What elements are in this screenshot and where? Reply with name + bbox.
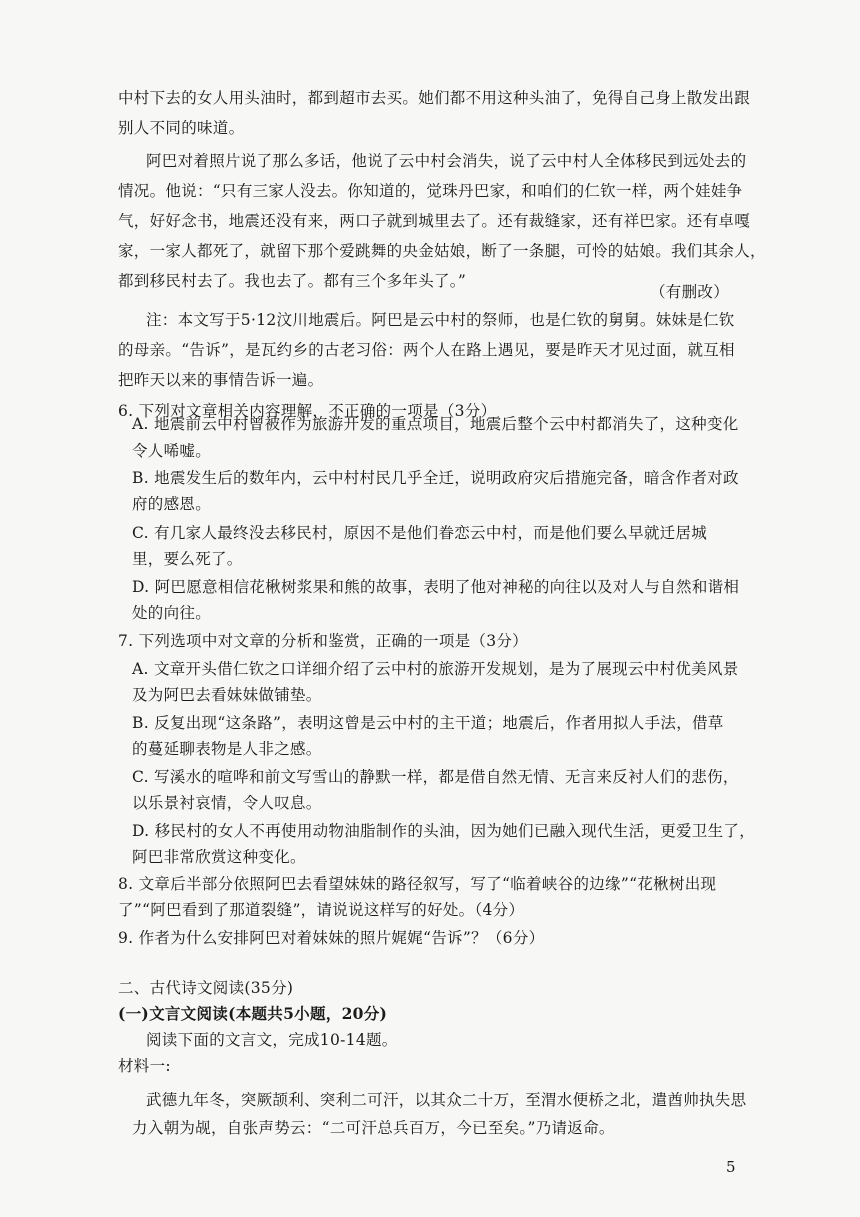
option-7d: 阿巴非常欣赏这种变化。 [132, 848, 306, 866]
question-6: 6. 下列对文章相关内容理解，不正确的一项是（3分） [118, 402, 497, 420]
passage-text: 中村下去的女人用头油时，都到超市去买。她们都不用这种头油了，免得自己身上散发出跟 [118, 89, 751, 107]
option-7b: B. 反复出现“这条路”，表明这曾是云中村的主干道；地震后，作者用拟人手法，借草 [132, 714, 724, 732]
option-7c: 以乐景衬哀情，令人叹息。 [132, 794, 322, 812]
option-6a: A. 地震前云中村曾被作为旅游开发的重点项目，地震后整个云中村都消失了，这种变化 [132, 415, 739, 433]
page-number: 5 [726, 1158, 736, 1176]
classical-text: 力入朝为觇，自张声势云：“二可汗总兵百万，今已至矣。”乃请返命。 [132, 1119, 615, 1137]
option-6d: 处的向往。 [132, 604, 212, 622]
option-6a: 令人唏嘘。 [132, 442, 212, 460]
option-6d: D. 阿巴愿意相信花楸树浆果和熊的故事，表明了他对神秘的向往以及对人与自然和谐相 [132, 578, 740, 596]
passage-text: 别人不同的味道。 [118, 119, 245, 137]
option-7a: A. 文章开头借仁钦之口详细介绍了云中村的旅游开发规划，是为了展现云中村优美风景 [132, 660, 739, 678]
material-label: 材料一: [118, 1057, 171, 1075]
instruction-text: 阅读下面的文言文，完成10-14题。 [146, 1031, 398, 1049]
source-note: （有删改） [650, 283, 730, 301]
section-heading: 二、古代诗文阅读(35分) [118, 979, 294, 997]
footnote: 注：本文写于5·12汶川地震后。阿巴是云中村的祭师，也是仁钦的舅舅。妹妹是仁钦 [146, 311, 735, 329]
passage-text: 都到移民村去了。我也去了。都有三个多年头了。” [118, 272, 467, 290]
option-6b: 府的感恩。 [132, 495, 212, 513]
question-9: 9. 作者为什么安排阿巴对着妹妹的照片娓娓“告诉”？（6分） [118, 929, 545, 947]
question-8: 8. 文章后半部分依照阿巴去看望妹妹的路径叙写，写了“临着峡谷的边缘”“花楸树出现 [118, 875, 717, 893]
footnote: 的母亲。“告诉”，是瓦约乡的古老习俗：两个人在路上遇见，要是昨天才见过面，就互相 [118, 341, 735, 359]
option-7b: 的蔓延聊表物是人非之感。 [132, 740, 322, 758]
question-7: 7. 下列选项中对文章的分析和鉴赏，正确的一项是（3分） [118, 632, 528, 650]
option-7c: C. 写溪水的喧哗和前文写雪山的静默一样，都是借自然无情、无言来反衬人们的悲伤， [132, 768, 739, 786]
passage-text: 阿巴对着照片说了那么多话，他说了云中村会消失，说了云中村人全体移民到远处去的 [146, 152, 747, 170]
question-8: 了”“阿巴看到了那道裂缝”，请说说这样写的好处。（4分） [118, 901, 525, 919]
passage-text: 情况。他说：“只有三家人没去。你知道的，觉珠丹巴家，和咱们的仁钦一样，两个娃娃争 [118, 182, 743, 200]
option-6b: B. 地震发生后的数年内，云中村村民几乎全迁，说明政府灾后措施完备，暗含作者对政 [132, 469, 739, 487]
subsection-heading: (一)文言文阅读(本题共5小题，20分) [118, 1004, 388, 1023]
passage-text: 家，一家人都死了，就留下那个爱跳舞的央金姑娘，断了一条腿，可怜的姑娘。我们其余人， [118, 242, 766, 260]
passage-text: 气，好好念书，地震还没有来，两口子就到城里去了。还有裁缝家，还有祥巴家。还有卓嘎 [118, 212, 751, 230]
option-7a: 及为阿巴去看妹妹做铺垫。 [132, 686, 322, 704]
option-7d: D. 移民村的女人不再使用动物油脂制作的头油，因为她们已融入现代生活，更爱卫生了， [132, 822, 756, 840]
option-6c: C. 有几家人最终没去移民村，原因不是他们眷恋云中村，而是他们要么早就迁居城 [132, 524, 708, 542]
option-6c: 里，要么死了。 [132, 550, 243, 568]
footnote: 把昨天以来的事情告诉一遍。 [118, 371, 324, 389]
classical-text: 武德九年冬，突厥颉利、突利二可汗，以其众二十万，至渭水便桥之北，遣酋帅执失思 [146, 1091, 747, 1109]
